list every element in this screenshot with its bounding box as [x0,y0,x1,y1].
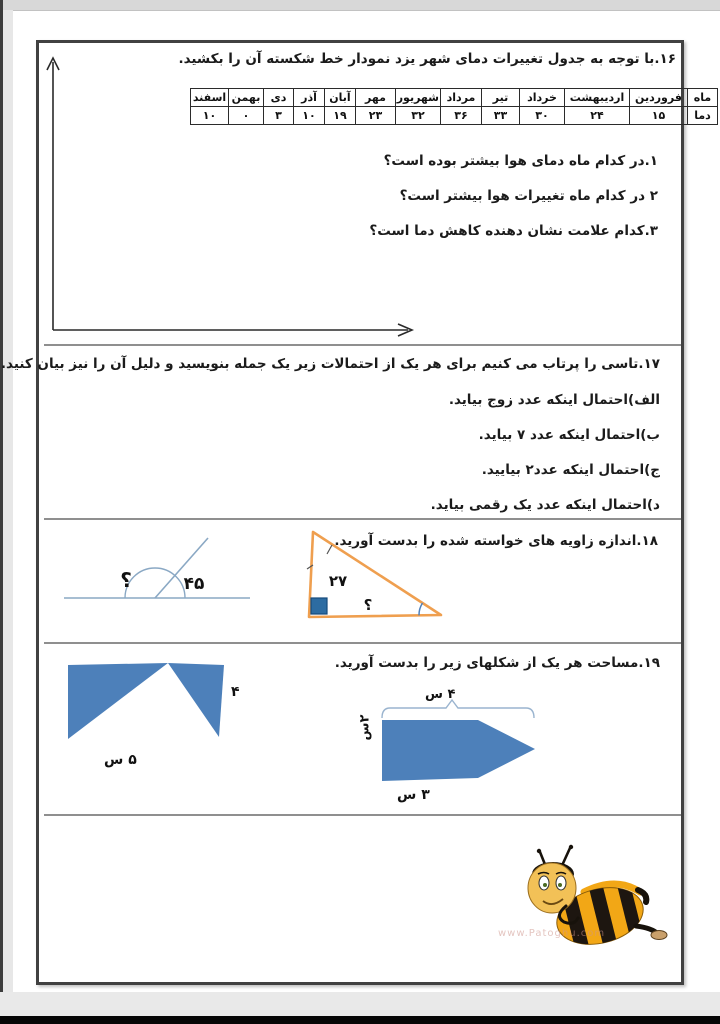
angle-figure [58,532,258,617]
temperature-cell: ۱۹ [325,107,356,125]
triangle-figure [300,528,450,626]
q17-heading: ۱۷.تاسی را پرتاب می کنیم برای هر یک از احتمالات زیر یک جمله بنویسید و دلیل آن را نیز بیان کنید. [0,356,660,372]
triangle-unknown-label: ؟ [363,596,373,614]
section-divider [44,814,681,816]
q19-heading: ۱۹.مساحت هر یک از شکلهای زیر را بدست آورید. [334,655,660,671]
angle-45-label: ۴۵ [183,574,205,594]
section-divider [44,518,681,520]
crown-base-label: ۵ س [104,752,137,768]
temperature-cell: ۳ [264,107,294,125]
q17-item-c: ج)احتمال اینکه عدد۲ بیایید. [481,462,660,478]
temperature-cell: ۳۲ [396,107,441,125]
month-cell: آذر [294,89,325,107]
month-cell: خرداد [520,89,565,107]
scan-top-band [0,0,720,11]
section-divider [44,344,681,346]
temperature-cell: دما [688,107,718,125]
scan-bottom-margin [0,992,720,1016]
dimension-brace [382,700,534,718]
month-cell: ماه [688,89,718,107]
temperature-cell: ۱۰ [191,107,229,125]
arrow-shape-figure [378,692,548,790]
month-cell: آبان [325,89,356,107]
q16-subquestion-1: ۱.در کدام ماه دمای هوا بیشتر بوده است؟ [383,153,658,169]
month-cell: فروردین [630,89,688,107]
q16-subquestion-2: ۲ در کدام ماه تغییرات هوا بیشتر است؟ [399,188,658,204]
q16-subquestion-3: ۳.کدام علامت نشان دهنده کاهش دما است؟ [369,223,658,239]
scan-left-edge [0,0,3,1016]
temperature-cell: ۰ [229,107,264,125]
temperature-cell: ۳۳ [482,107,520,125]
scan-bottom-bar [0,1016,720,1024]
temperature-cell: ۳۰ [520,107,565,125]
temperature-cell: ۲۴ [565,107,630,125]
temperature-cell: ۲۳ [356,107,396,125]
arrow-bottom-label: ۳ س [397,787,430,803]
temperature-cell: ۱۵ [630,107,688,125]
notched-shape-figure [64,658,229,743]
arrow-left-label: ۲س [357,714,373,741]
q17-item-d: د)احتمال اینکه عدد یک رقمی بیاید. [430,497,660,513]
chart-axes [40,46,425,338]
watermark-text: www.Patoghu.com [498,928,606,939]
q17-item-b: ب)احتمال اینکه عدد ۷ بیاید. [478,427,660,443]
month-cell: اردیبهشت [565,89,630,107]
month-cell: بهمن [229,89,264,107]
q16-heading: ۱۶.با توجه به جدول تغییرات دمای شهر یزد نمودار خط شکسته آن را بکشید. [178,51,676,67]
arrow-top-label: ۴ س [425,687,456,702]
month-cell: تیر [482,89,520,107]
month-cell: مهر [356,89,396,107]
scan-left-margin [3,10,13,1016]
crown-side-label: ۴ [231,684,240,700]
temperature-cell: ۳۶ [441,107,482,125]
q17-item-a: الف)احتمال اینکه عدد زوج بیاید. [448,392,660,408]
month-cell: شهریور [396,89,441,107]
section-divider [44,642,681,644]
angle-unknown-label: ؟ [120,568,132,592]
triangle-angle-27-label: ۲۷ [328,572,348,590]
month-cell: مرداد [441,89,482,107]
temperature-cell: ۱۰ [294,107,325,125]
q18-heading: ۱۸.اندازه زاویه های خواسته شده را بدست آورید. [334,533,658,549]
month-cell: دی [264,89,294,107]
month-cell: اسفند [191,89,229,107]
